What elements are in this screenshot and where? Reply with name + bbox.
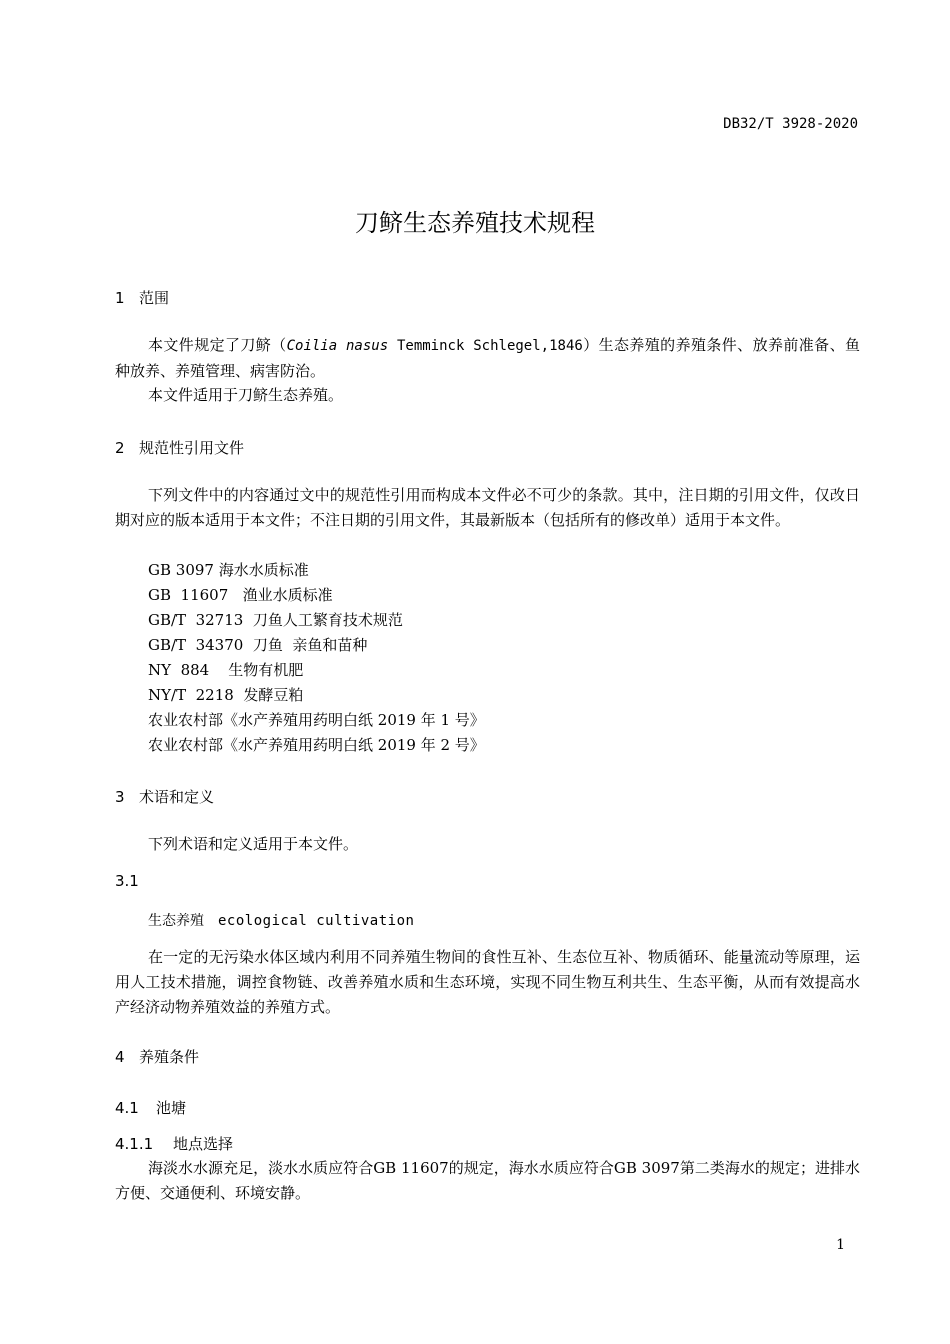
clause-3-1-number: 3.1 (115, 872, 139, 890)
clause-4-1-1-heading (115, 1133, 233, 1154)
section-2-heading (115, 437, 244, 458)
text-run: 本文件规定了刀鲚（ (148, 336, 287, 354)
term-chinese: 生态养殖 (148, 913, 204, 929)
section-title: 范围 (139, 289, 170, 307)
section-number: 4 (115, 1048, 125, 1066)
reference-item: NY/T 2218 发酵豆粕 (148, 686, 304, 704)
document-title: 刀鲚生态养殖技术规程 (355, 209, 595, 237)
standard-code: DB32/T 3928-2020 (723, 116, 858, 132)
term-english: ecological cultivation (218, 913, 415, 929)
reference-item: NY 884 生物有机肥 (148, 661, 304, 679)
latin-name: Coilia nasus (286, 338, 389, 354)
site-selection-text: 海淡水水源充足，淡水水质应符合GB 11607的规定，海水水质应符合GB 3097第二类海水的规定；进排水方便、交通便利、环境安静。 (115, 1159, 860, 1202)
section-title: 术语和定义 (139, 788, 215, 806)
section-1-heading (115, 287, 169, 308)
clause-number: 4.1.1 (115, 1135, 154, 1153)
reference-item: GB 3097 海水水质标准 (148, 561, 309, 579)
reference-item: GB/T 32713 刀鱼人工繁育技术规范 (148, 611, 403, 629)
clause-title: 地点选择 (173, 1135, 234, 1153)
page-number: 1 (836, 1237, 845, 1253)
section-title: 规范性引用文件 (139, 439, 245, 457)
term-definition: 在一定的无污染水体区域内利用不同养殖生物间的食性互补、生态位互补、物质循环、能量流动等原理，运用人工技术措施，调控食物链、改善养殖水质和生态环境，实现不同生物互利共生、生态平衡，从而有效提高水产经济动物养殖效益的养殖方式。 (115, 948, 860, 1016)
text-run: ）生态养殖的养殖条件、放养前准备、鱼种放养、养殖管理、病害防治。 (115, 336, 860, 380)
section-3-heading (115, 786, 214, 807)
terms-intro: 下列术语和定义适用于本文件。 (148, 835, 359, 853)
section-number: 3 (115, 788, 125, 806)
section-4-heading (115, 1046, 199, 1067)
scope-paragraph (115, 333, 860, 384)
section-title: 养殖条件 (139, 1048, 200, 1066)
references-intro: 下列文件中的内容通过文中的规范性引用而构成本文件必不可少的条款。其中，注日期的引用文件，仅改日期对应的版本适用于本文件；不注日期的引用文件，其最新版本（包括所有的修改单）适用于本文件。 (115, 486, 860, 529)
reference-item: 农业农村部《水产养殖用药明白纸 2019 年 2 号》 (148, 736, 485, 754)
clause-4-1-heading (115, 1097, 186, 1118)
scope-applicability: 本文件适用于刀鲚生态养殖。 (148, 386, 344, 404)
term-entry (148, 910, 414, 930)
reference-item: GB/T 34370 刀鱼 亲鱼和苗种 (148, 636, 368, 654)
species-author: Temminck Schlegel,1846 (388, 338, 583, 354)
section-number: 2 (115, 439, 125, 457)
section-number: 1 (115, 289, 125, 307)
reference-item: 农业农村部《水产养殖用药明白纸 2019 年 1 号》 (148, 711, 485, 729)
clause-title: 池塘 (156, 1099, 187, 1117)
clause-number: 4.1 (115, 1099, 139, 1117)
reference-item: GB 11607 渔业水质标准 (148, 586, 333, 604)
